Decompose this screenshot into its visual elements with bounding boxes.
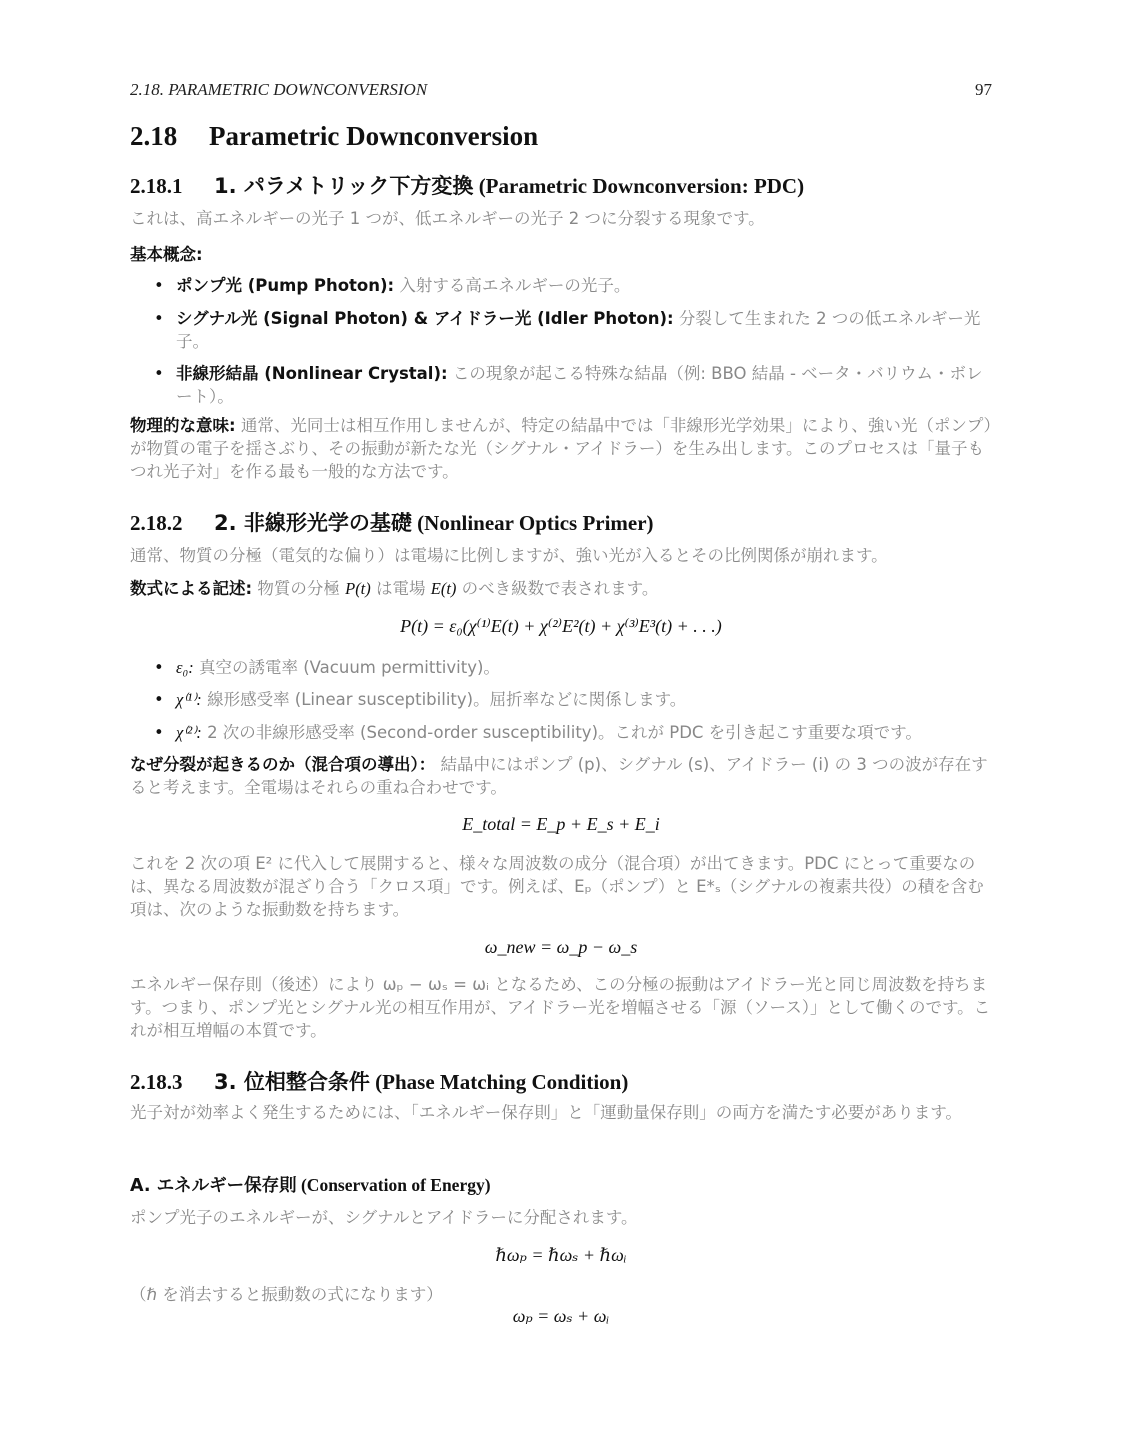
subsection-number: 2.18.2 — [130, 511, 183, 535]
formula-text: のべき級数で表されます。 — [461, 579, 659, 598]
paragraph-why — [130, 753, 992, 799]
subsection-heading-1 — [130, 170, 804, 200]
paragraph-formula-intro — [130, 577, 992, 600]
subsection-title-jp: 3. 位相整合条件 — [214, 1070, 370, 1094]
bullet-text: この現象が起こる特殊な結晶（例: BBO 結晶 - ベータ・バリウム・ボレート）。 — [176, 364, 983, 406]
paragraph: ポンプ光子のエネルギーが、シグナルとアイドラーに分配されます。 — [130, 1208, 638, 1227]
formula-text: 物質の分極 — [257, 579, 340, 598]
equation-frequency: ωₚ = ωₛ + ωᵢ — [512, 1306, 610, 1326]
subsection-title-en: (Nonlinear Optics Primer) — [417, 511, 654, 535]
bullet-icon: • — [154, 364, 164, 383]
page-number: 97 — [975, 80, 992, 99]
why-label: なぜ分裂が起きるのか（混合項の導出）： — [130, 755, 436, 774]
part-a-title-jp: A. エネルギー保存則 — [130, 1176, 297, 1196]
paragraph-expand: これを 2 次の項 E² に代入して展開すると、様々な周波数の成分（混合項）が出てきます。PDC にとって重要なのは、異なる周波数が混ざり合う「クロス項」です。例えば、Eₚ（ポンプ）と E*ₛ（シグナルの複素共役）の積を含む項は、次のような振動数を持ちます。 — [130, 854, 984, 919]
subsection-number: 2.18.1 — [130, 174, 183, 198]
part-a-heading — [130, 1172, 491, 1197]
subsection-title-en: (Phase Matching Condition) — [375, 1070, 629, 1094]
bullet-icon: • — [154, 690, 164, 709]
list-item — [154, 688, 992, 711]
math-inline: P(t) — [345, 579, 371, 598]
subsection-title-en: (Parametric Downconversion: PDC) — [478, 174, 805, 198]
paragraph: これは、高エネルギーの光子 1 つが、低エネルギーの光子 2 つに分裂する現象です。 — [130, 209, 765, 228]
bullet-term: ポンプ光 (Pump Photon): — [176, 276, 395, 295]
meaning-label: 物理的な意味: — [130, 416, 236, 435]
paragraph: 通常、物質の分極（電気的な偏り）は電場に比例しますが、強い光が入るとその比例関係が崩れます。 — [130, 546, 888, 565]
list-item — [154, 721, 992, 744]
bullet-text: 真空の誘電率 (Vacuum permittivity)。 — [198, 658, 500, 677]
math-inline: E(t) — [430, 579, 457, 598]
bullet-icon: • — [154, 309, 164, 328]
bullet-text: 分裂して生まれた 2 つの低エネルギー光子。 — [176, 309, 981, 351]
formula-label: 数式による記述: — [130, 579, 253, 598]
paragraph-note: （ℏ を消去すると振動数の式になります） — [130, 1285, 443, 1304]
concepts-label: 基本概念: — [130, 245, 203, 264]
math-symbol: χ⁽²⁾: — [176, 723, 202, 742]
paragraph-meaning — [130, 414, 992, 483]
subsection-heading-3 — [130, 1066, 628, 1096]
subsection-heading-2 — [130, 507, 654, 537]
list-item — [154, 274, 992, 297]
equation-energy: ℏωₚ = ℏωₛ + ℏωᵢ — [495, 1245, 627, 1265]
running-header — [130, 80, 992, 100]
math-symbol: χ⁽¹⁾: — [176, 690, 202, 709]
meaning-text: 通常、光同士は相互作用しませんが、特定の結晶中では「非線形光学効果」により、強い光（ポンプ）が物質の電子を揺さぶり、その振動が新たな光（シグナル・アイドラー）を生み出します。このプロセスは「量子もつれ光子対」を作る最も一般的な方法です。 — [130, 416, 992, 481]
section-heading — [130, 121, 538, 152]
section-number: 2.18 — [130, 121, 178, 151]
list-item — [154, 362, 992, 408]
bullet-text: 線形感受率 (Linear susceptibility)。屈折率などに関係します。 — [207, 690, 687, 709]
paragraph-conservation: エネルギー保存則（後述）により ωₚ − ωₛ = ωᵢ となるため、この分極の振動はアイドラー光と同じ周波数を持ちます。つまり、ポンプ光とシグナル光の相互作用が、アイドラー光を増幅させる「源（ソース）」として働くのです。これが相互増幅の本質です。 — [130, 975, 991, 1040]
list-item — [154, 307, 992, 353]
bullet-text: 入射する高エネルギーの光子。 — [399, 276, 631, 295]
subsection-number: 2.18.3 — [130, 1070, 183, 1094]
equation-omega-new: ω_new = ω_p − ω_s — [484, 937, 638, 957]
paragraph: 光子対が効率よく発生するためには、「エネルギー保存則」と「運動量保存則」の両方を満たす必要があります。 — [130, 1103, 962, 1122]
equation-polarization: P(t) = ε₀(χ⁽¹⁾E(t) + χ⁽²⁾E²(t) + χ⁽³⁾E³(t) + . . .) — [400, 616, 722, 636]
list-item — [154, 656, 992, 679]
subsection-title-jp: 2. 非線形光学の基礎 — [214, 511, 412, 535]
bullet-icon: • — [154, 723, 164, 742]
bullet-term: シグナル光 (Signal Photon) & アイドラー光 (Idler Photon): — [176, 309, 674, 328]
why-text: 結晶中にはポンプ (p)、シグナル (s)、アイドラー (i) の 3 つの波が存在すると考えます。全電場はそれらの重ね合わせです。 — [130, 755, 988, 797]
bullet-term: 非線形結晶 (Nonlinear Crystal): — [176, 364, 448, 383]
bullet-text: 2 次の非線形感受率 (Second-order susceptibility)。これが PDC を引き起こす重要な項です。 — [207, 723, 922, 742]
subsection-title-jp: 1. パラメトリック下方変換 — [214, 174, 474, 198]
math-symbol: ε₀: — [176, 658, 194, 677]
bullet-icon: • — [154, 658, 164, 677]
bullet-icon: • — [154, 276, 164, 295]
formula-text: は電場 — [376, 579, 426, 598]
section-title: Parametric Downconversion — [209, 121, 539, 151]
running-title: 2.18. PARAMETRIC DOWNCONVERSION — [130, 80, 428, 99]
part-a-title-en: (Conservation of Energy) — [300, 1175, 491, 1195]
equation-total-field: E_total = E_p + E_s + E_i — [462, 814, 660, 834]
